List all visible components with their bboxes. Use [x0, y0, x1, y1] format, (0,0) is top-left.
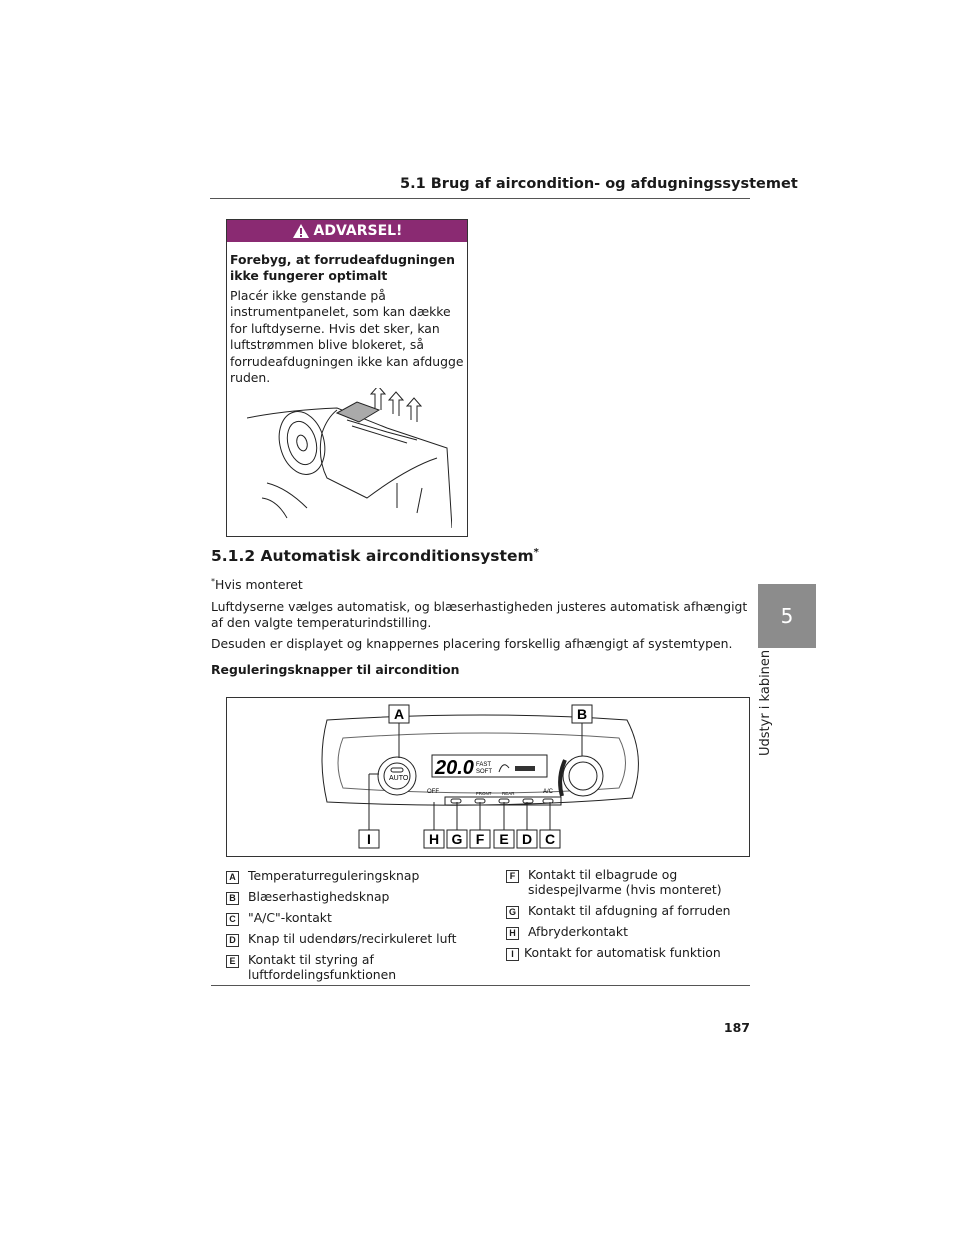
rear-label: REAR	[502, 791, 515, 796]
legend-item	[506, 925, 746, 940]
legend-key: E	[226, 955, 239, 968]
warning-bold-line: Forebyg, at forrudeafdugningen ikke fungerer optimalt	[230, 252, 455, 283]
legend-item	[226, 932, 466, 947]
legend-key: I	[506, 948, 519, 961]
ac-label: A/C	[543, 789, 554, 795]
legend-text: Temperaturreguleringsknap	[248, 868, 420, 883]
chapter-label: Udstyr i kabinen	[758, 649, 773, 756]
legend-item	[506, 904, 746, 919]
legend-text: Kontakt til afdugning af forruden	[528, 903, 731, 918]
legend-key: F	[506, 870, 519, 883]
legend-item	[506, 868, 736, 897]
legend-text: Blæserhastighedsknap	[248, 889, 390, 904]
legend-item	[506, 946, 746, 961]
dashboard-illustration	[247, 388, 452, 528]
callout-c: C	[544, 831, 556, 847]
paragraph-1: Luftdyserne vælges automatisk, og blæserhastigheden justeres automatisk afhængigt af den valgte temperaturindstilling.	[211, 599, 748, 630]
display-soft: SOFT	[476, 769, 492, 775]
legend-text: "A/C"-kontakt	[248, 910, 332, 925]
page-number: 187	[723, 1020, 750, 1035]
footnote-text: Hvis monteret	[215, 577, 303, 593]
legend-item	[226, 953, 416, 982]
legend-key: G	[506, 906, 519, 919]
display-temp: 20.0	[435, 757, 474, 779]
section-title-mark: *	[533, 547, 539, 558]
warning-header	[227, 220, 467, 244]
auto-label: AUTO	[389, 775, 409, 782]
callout-e: E	[499, 831, 509, 847]
callout-d: D	[521, 831, 533, 847]
legend-key: C	[226, 913, 239, 926]
section-title-text: 5.1.2 Automatisk airconditionsystem	[211, 547, 534, 566]
footnote-mark: *	[211, 577, 215, 586]
warning-box	[226, 219, 468, 537]
callout-f: F	[475, 831, 485, 847]
legend-text: Knap til udendørs/recirkuleret luft	[248, 931, 457, 946]
callout-h: H	[428, 831, 440, 847]
legend-item	[226, 869, 466, 884]
legend-item	[226, 890, 466, 905]
chapter-number: 5	[780, 604, 794, 628]
legend-key: D	[226, 934, 239, 947]
callout-i: I	[367, 831, 371, 847]
warning-triangle-icon	[292, 223, 310, 239]
section-title	[211, 547, 539, 565]
warning-text: Placér ikke genstande på instrumentpanelet, som kan dække for luftdyserne. Hvis det sker, kan luftstrømmen blive blokeret, så forrudeafdugningen ikke kan afdugge ruden.	[230, 288, 464, 386]
legend-key: A	[226, 871, 239, 884]
header-rule	[210, 198, 750, 199]
display-fast: FAST	[476, 762, 492, 768]
footnote	[211, 574, 756, 593]
callout-b: B	[576, 706, 588, 722]
bottom-rule	[211, 985, 750, 986]
legend-key: B	[226, 892, 239, 905]
off-label: OFF	[427, 789, 439, 795]
legend-key: H	[506, 927, 519, 940]
warning-heading: ADVARSEL!	[313, 223, 403, 239]
callout-a: A	[393, 706, 405, 722]
ac-panel-figure	[226, 697, 750, 857]
front-label: FRONT	[476, 791, 492, 796]
legend-text: Kontakt til styring af luftfordelingsfunktionen	[248, 952, 397, 982]
subheading: Reguleringsknapper til aircondition	[211, 662, 460, 677]
callout-g: G	[451, 831, 463, 847]
paragraph-2: Desuden er displayet og knappernes placering forskellig afhængigt af systemtypen.	[211, 636, 733, 651]
legend-text: Kontakt for automatisk funktion	[524, 945, 721, 960]
legend-text: Afbryderkontakt	[528, 924, 628, 939]
legend-text: Kontakt til elbagrude og sidespejlvarme (hvis monteret)	[528, 867, 722, 897]
legend-item	[226, 911, 466, 926]
chapter-tab	[758, 584, 816, 648]
section-header: 5.1 Brug af aircondition- og afdugningssystemet	[400, 176, 798, 192]
ac-panel-illustration	[227, 698, 749, 856]
